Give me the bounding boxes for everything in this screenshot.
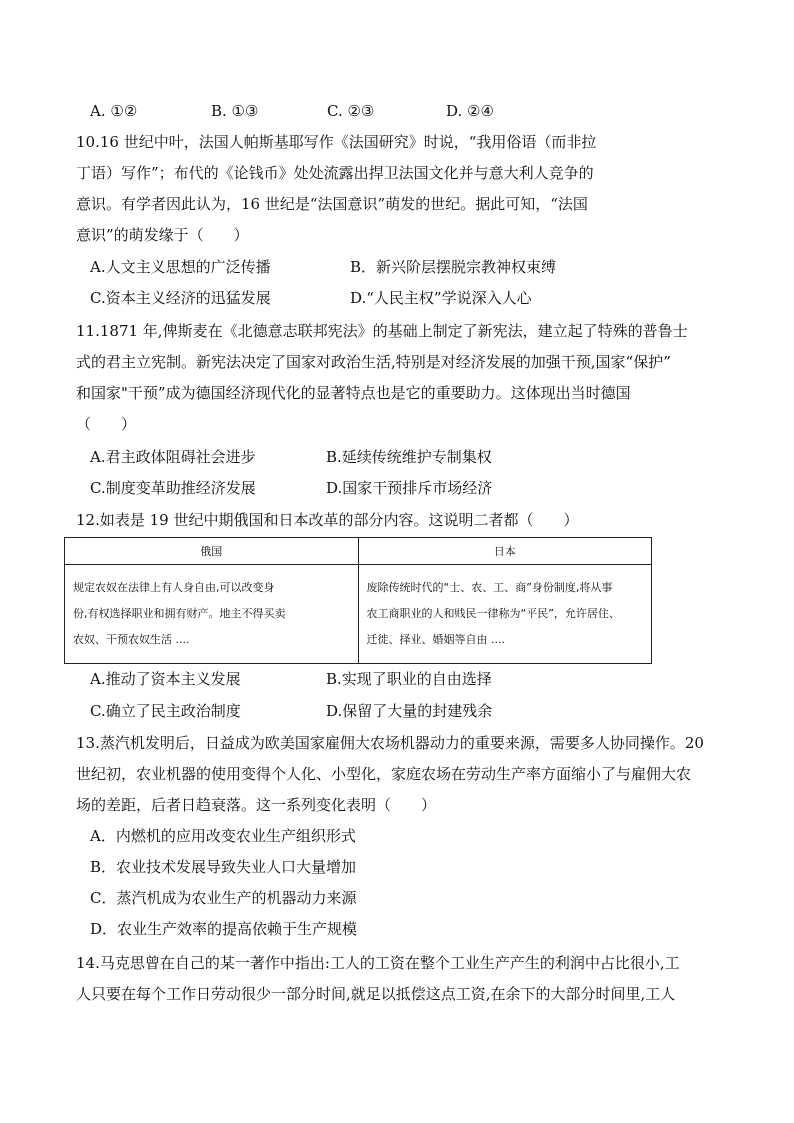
table-japan-line: 废除传统时代的“士、农、工、商”身份制度,将从事 (366, 581, 613, 594)
table-cell-japan (358, 565, 652, 664)
q10-option-d: D.“人民主权”学说深入人心 (350, 289, 532, 307)
table-russia-line: 份,有权选择职业和拥有财产。地主不得买卖 (73, 607, 286, 620)
q13-line-2: 世纪初，农业机器的使用变得个人化、小型化，家庭农场在劳动生产率方面缩小了与雇佣大农 (76, 765, 692, 783)
q10-option-c: C.资本主义经济的迅猛发展 (90, 289, 271, 307)
q11-line-4: （ ） (76, 415, 137, 433)
q13-line-3: 场的差距，后者日趋衰落。这一系列变化表明（ ） (76, 796, 437, 814)
q11-line-2: 式的君主立宪制。新宪法决定了国家对政治生活,特别是对经济发展的加强干预,国家“保护” (76, 353, 671, 371)
q10-option-b: B．新兴阶层摆脱宗教神权束缚 (350, 258, 557, 276)
q11-option-b: B.延续传统维护专制集权 (326, 448, 492, 466)
q11-option-d: D.国家干预排斥市场经济 (326, 479, 493, 497)
q11-line-3: 和国家"干预”成为德国经济现代化的显著特点也是它的重要助力。这体现出当时德国 (76, 384, 631, 402)
q11-option-c: C.制度变革助推经济发展 (90, 479, 256, 497)
q13-option-d: D．农业生产效率的提高依赖于生产规模 (90, 920, 358, 938)
q9-option-a: A. ①② (90, 102, 138, 120)
q11-option-a: A.君主政体阻碍社会进步 (90, 448, 256, 466)
table-russia-line: 农奴、干预农奴生活 .... (73, 633, 190, 646)
q14-line-1: 14.马克思曾在自己的某一著作中指出:工人的工资在整个工业生产产生的利润中占比很小,工 (76, 954, 680, 972)
q13-option-b: B．农业技术发展导致失业人口大量增加 (90, 858, 357, 876)
q14-line-2: 人只要在每个工作日劳动很少一部分时间,就足以抵偿这点工资,在余下的大部分时间里,工人 (76, 985, 676, 1003)
table-header-japan: 日本 (358, 538, 652, 565)
q11-line-1: 11.1871 年,俾斯麦在《北德意志联邦宪法》的基础上制定了新宪法，建立起了特殊的普鲁士 (76, 322, 688, 340)
q10-line-3: 意识。有学者因此认为，16 世纪是“法国意识”萌发的世纪。据此可知，“法国 (76, 195, 588, 213)
table-russia-line: 规定农奴在法律上有人身自由,可以改变身 (73, 581, 275, 594)
q9-option-d: D. ②④ (446, 102, 494, 120)
table-header-russia: 俄国 (65, 538, 359, 565)
q12-option-d: D.保留了大量的封建残余 (326, 702, 493, 720)
q9-option-b: B. ①③ (211, 102, 259, 120)
q12-option-a: A.推动了资本主义发展 (90, 670, 241, 688)
q13-line-1: 13.蒸汽机发明后，日益成为欧美国家雇佣大农场机器动力的重要来源，需要多人协同操作。20 (76, 734, 704, 752)
q13-option-a: A．内燃机的应用改变农业生产组织形式 (90, 827, 356, 845)
q12-line: 12.如表是 19 世纪中期俄国和日本改革的部分内容。这说明二者都（ ） (76, 511, 579, 529)
q12-option-c: C.确立了民主政治制度 (90, 702, 241, 720)
q12-option-b: B.实现了职业的自由选择 (326, 670, 492, 688)
q10-line-4: 意识”的萌发缘于（ ） (76, 226, 249, 244)
q10-option-a: A.人文主义思想的广泛传播 (90, 258, 271, 276)
q10-line-1: 10.16 世纪中叶，法国人帕斯基耶写作《法国研究》时说，“我用俗语（而非拉 (76, 133, 597, 151)
q10-line-2: 丁语）写作”；布代的《论钱币》处处流露出捍卫法国文化并与意大利人竞争的 (76, 164, 594, 182)
table-japan-line: 迁徙、择业、婚姻等自由 .... (366, 633, 505, 646)
table-cell-russia (65, 565, 359, 664)
q9-option-c: C. ②③ (327, 102, 375, 120)
q13-option-c: C．蒸汽机成为农业生产的机器动力来源 (90, 889, 357, 907)
table-japan-line: 农工商职业的人和贱民一律称为“平民”，允许居住、 (366, 607, 620, 620)
comparison-table (64, 537, 652, 664)
